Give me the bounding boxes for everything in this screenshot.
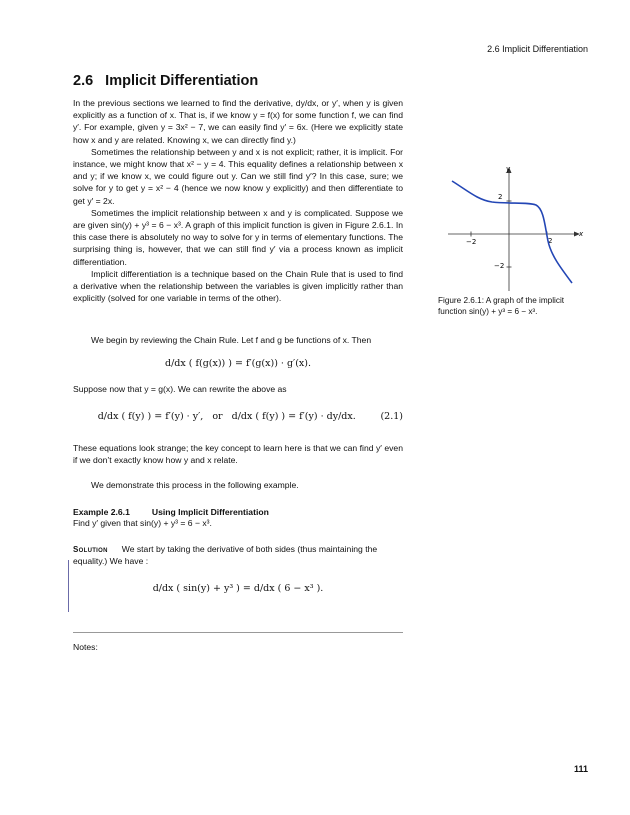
x-tick-label-pos: 2 (548, 237, 553, 245)
solution-text: We start by taking the derivative of both sides (thus maintaining the equality.) We have : (73, 544, 378, 567)
y-tick-label-pos: 2 (498, 193, 503, 201)
implicit-form-a: d/dx ( f(y) ) = f′(y) · y′, (97, 411, 204, 422)
paragraph-2: Sometimes the relationship between y and x is not explicit; rather, it is implicit. For instance, we might know that x² − y = 4. This equality defines a relationship between x and y; if we know x, we could figure out y. Can we still find y′? In this case, sure; we solve for y to get y = x² − 4 (hence we now know y explicitly) and then differentiate to get y′ = 2x. (73, 146, 403, 206)
notes-label: Notes: (73, 642, 98, 652)
or-word: or (212, 411, 223, 422)
chain-rule-equation: d/dx ( f(g(x)) ) = f′(g(x)) · g′(x). (165, 358, 311, 369)
example-label: Example 2.6.1 (73, 507, 130, 517)
solution-margin-bar (68, 560, 69, 612)
paragraph-1: In the previous sections we learned to find the derivative, dy/dx, or y′, when y is given explicitly as a function of x. That is, if we know y = f(x) for some function f, we can find y′. For example, given y = 3x² − 7, we can easily find y′ = 6x. (Here we explicitly state how x and y are related. Knowing x, we can directly find y.) (73, 98, 403, 145)
implicit-function-graph (448, 163, 588, 293)
y-tick-label-neg: −2 (494, 262, 505, 270)
x-axis-label: x (579, 230, 584, 238)
section-title (73, 71, 258, 92)
implicit-form-b: d/dx ( f(y) ) = f′(y) · dy/dx. (231, 411, 356, 422)
example-step-equation: d/dx ( sin(y) + y³ ) = d/dx ( 6 − x³ ). (152, 583, 324, 594)
page-number: 111 (573, 764, 588, 774)
y-axis-label: y (506, 165, 511, 173)
x-tick-label-neg: −2 (466, 238, 477, 246)
paragraph-4: Implicit differentiation is a technique based on the Chain Rule that is used to find a derivative when the relationship between the variables is given implicitly rather than explicitly (solved for one variable in terms of the other). (73, 268, 403, 304)
example-statement: Find y′ given that sin(y) + y³ = 6 − x³. (73, 518, 212, 528)
paragraph-3: Sometimes the implicit relationship between x and y is complicated. Suppose we are given sin(y) + y³ = 6 − x³. A graph of this implicit function is given in Figure 2.6.1. In this case there is absolutely no way to solve for y in terms of elementary functions. The surprising thing is, however, that we can still find y′ via a process known as implicit differentiation. (73, 207, 403, 267)
equation-tag: (2.1) (380, 411, 403, 422)
running-header: 2.6 Implicit Differentiation (487, 44, 588, 54)
implicit-curve (452, 181, 572, 283)
paragraph-7: These equations look strange; the key concept to learn here is that we can find y′ even if we don’t exactly know how y and x relate. (73, 443, 403, 466)
paragraph-8: We demonstrate this process in the following example. (91, 480, 299, 490)
section-number: 2.6 (73, 73, 94, 89)
notes-divider (73, 632, 403, 633)
paragraph-6: Suppose now that y = g(x). We can rewrite the above as (73, 384, 287, 394)
figure-caption: Figure 2.6.1: A graph of the implicit function sin(y) + y³ = 6 − x³. (438, 296, 565, 317)
example-name: Using Implicit Differentiation (151, 507, 269, 517)
implicit-equation-row (73, 410, 403, 423)
solution-label: Solution (73, 545, 108, 554)
paragraph-5: We begin by reviewing the Chain Rule. Let f and g be functions of x. Then (91, 335, 372, 345)
intro-paragraph (73, 97, 403, 304)
section-name: Implicit Differentiation (105, 73, 259, 89)
solution-paragraph (73, 543, 403, 568)
